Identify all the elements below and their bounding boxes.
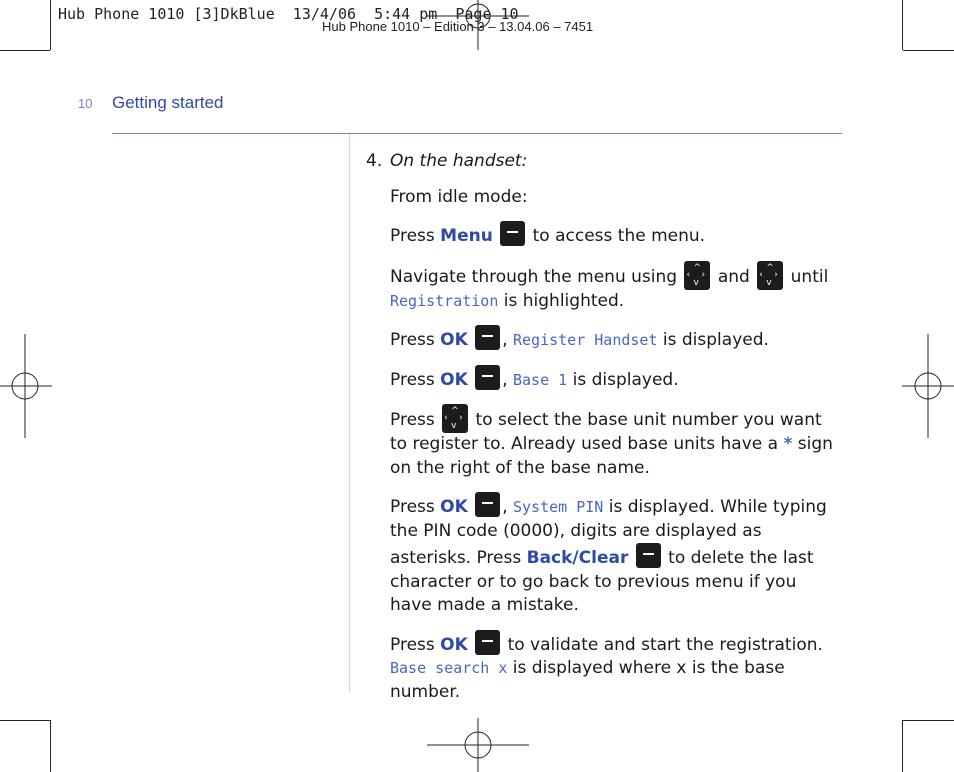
soft-key-icon — [475, 630, 500, 655]
column-divider — [349, 134, 350, 691]
navigation-key-icon: ^ v ‹ › — [442, 404, 468, 433]
step-heading — [366, 150, 842, 174]
text: to access the menu. — [527, 226, 706, 246]
ok-key-label: OK — [440, 330, 468, 350]
soft-key-icon — [475, 492, 500, 517]
soft-key-icon — [475, 365, 500, 390]
crop-mark — [902, 0, 903, 50]
ok-key-label: OK — [440, 634, 468, 655]
text: Press — [390, 497, 441, 517]
text: Press — [390, 410, 441, 430]
lcd-system-pin: System PIN — [513, 498, 604, 516]
asterisk-symbol: * — [783, 434, 793, 454]
text: , — [502, 497, 513, 517]
ok-key-label: OK — [440, 369, 468, 390]
crop-mark — [903, 720, 954, 721]
registration-mark-icon — [427, 718, 529, 772]
soft-key-icon — [636, 543, 661, 568]
step-number: 4. — [366, 151, 383, 171]
instruction-idle: From idle mode: — [390, 186, 528, 207]
step-title: On the handset: — [390, 151, 528, 171]
section-title: Getting started — [112, 93, 224, 112]
registration-mark-icon — [0, 334, 52, 438]
page-number: 10 — [78, 96, 93, 111]
instruction-menu — [390, 221, 842, 249]
instruction-pin — [390, 492, 842, 618]
text: Press — [390, 369, 441, 390]
instruction-validate — [390, 630, 842, 705]
text: Press — [390, 634, 441, 655]
back-clear-key-label: Back/Clear — [526, 548, 629, 568]
text: is displayed. — [567, 369, 679, 390]
text: sign on the right of the base name. — [390, 434, 833, 478]
instruction-ok-register — [390, 325, 842, 353]
crop-mark — [903, 50, 954, 51]
crop-mark — [0, 50, 50, 51]
text: and — [712, 266, 756, 287]
instruction-select-base — [390, 404, 842, 480]
lcd-base-1: Base 1 — [513, 370, 568, 389]
text: is displayed where x is the base number. — [390, 658, 785, 702]
ok-key-label: OK — [440, 497, 468, 517]
print-slug-line2: Hub Phone 1010 – Edition 3 – 13.04.06 – 7451 — [322, 19, 594, 34]
instruction-ok-base — [390, 365, 842, 393]
text: to validate and start the registration. — [502, 634, 823, 655]
lcd-base-search: Base search x — [390, 659, 508, 677]
print-slug-line1: Hub Phone 1010 [3]DkBlue 13/4/06 5:44 pm Page 10 — [58, 5, 519, 23]
text: is displayed. While typing the PIN code (0000), digits are displayed as asterisks. Press — [390, 497, 827, 568]
text: is highlighted. — [498, 290, 625, 311]
text: to delete the last character or to go back to previous menu if you have made a mistake. — [390, 548, 814, 615]
text: is displayed. — [657, 330, 769, 350]
text: Press — [390, 226, 441, 246]
instructions — [366, 150, 842, 704]
registration-mark-icon — [427, 0, 529, 50]
registration-mark-icon — [902, 334, 954, 438]
navigation-key-icon: ^ v ‹ › — [684, 261, 710, 290]
text: to select the base unit number you want to register to. Already used base units have a — [390, 410, 822, 454]
lcd-registration: Registration — [390, 291, 499, 310]
navigation-key-icon: ^ v ‹ › — [757, 261, 783, 290]
text: Navigate through the menu using — [390, 266, 683, 287]
soft-key-icon — [475, 325, 500, 350]
menu-key-label: Menu — [440, 226, 493, 246]
lcd-register-handset: Register Handset — [513, 331, 658, 349]
crop-mark — [50, 0, 51, 50]
text: , — [502, 369, 513, 390]
crop-mark — [0, 720, 50, 721]
crop-mark — [902, 720, 903, 772]
header-rule — [112, 133, 842, 134]
text: , — [502, 330, 513, 350]
instruction-navigate — [390, 261, 842, 314]
crop-mark — [50, 720, 51, 772]
text: until — [785, 266, 829, 287]
soft-key-icon — [500, 221, 525, 246]
text: Press — [390, 330, 441, 350]
